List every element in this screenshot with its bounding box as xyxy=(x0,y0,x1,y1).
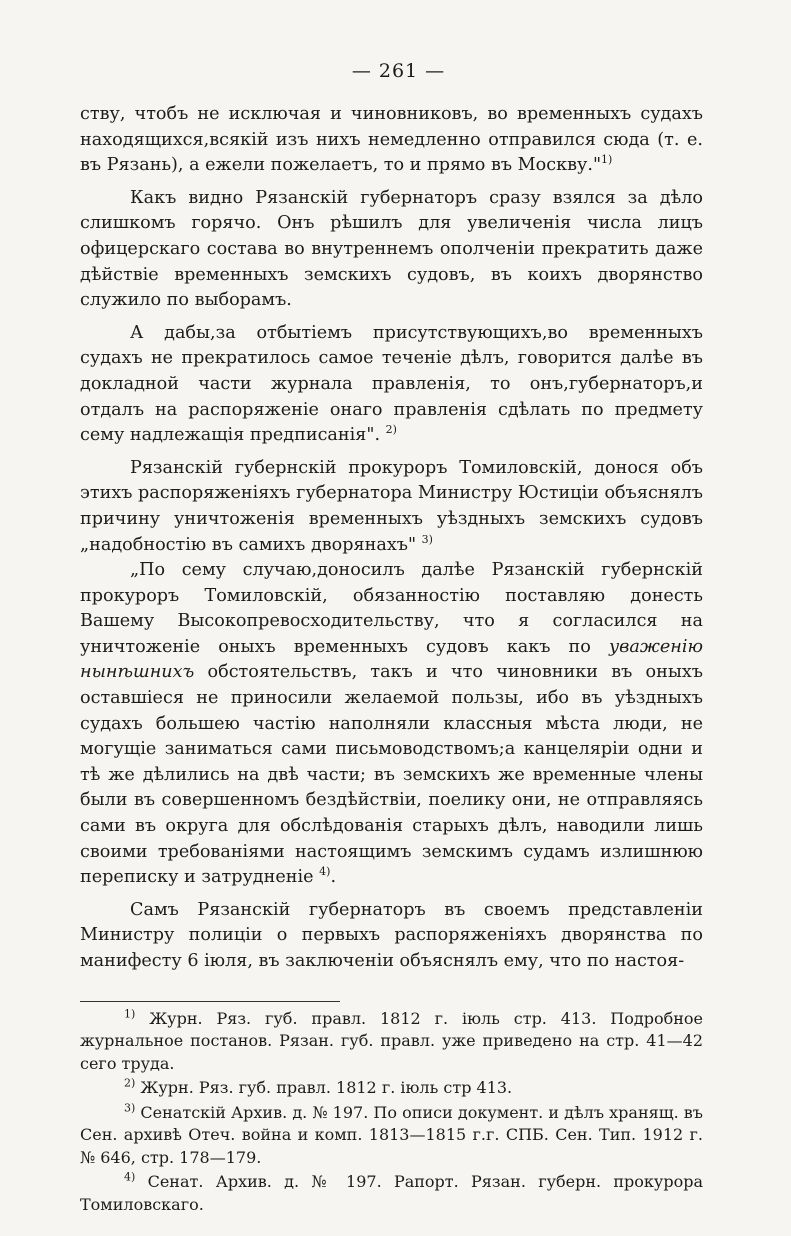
paragraph-3-text: А дабы,за отбытіемъ присутствующихъ,во временныхъ судахъ не прекратилось самое теченіе дѣлъ, говорится далѣе въ докладной части журнала правленія, то онъ,губернаторъ,и отдалъ на распоряженіе онаго правленія сдѣлать по предмету сему надлежащія предписанія". xyxy=(80,322,703,446)
paragraph-6: Самъ Рязанскій губернаторъ въ своемъ представленіи Министру полиціи о первыхъ распоряженіяхъ дворянства по манифесту 6 іюля, въ заключеніи объяснялъ ему, что по настоя- xyxy=(80,899,703,971)
footnote-3 xyxy=(80,1102,703,1170)
paragraph-5: „По сему случаю,доносилъ далѣе Рязанскій губернскій прокуроръ Томиловскій, обязанностію поставляю донесть Вашему Высокопревосходительству, что я согласился на уничтоженіе оныхъ временныхъ судовъ какъ по уваженію нынѣшнихъ обстоятельствъ, такъ и что чиновники въ оныхъ оставшіеся не приносили желаемой пользы, ибо въ уѣздныхъ судахъ большею частію наполняли классныя мѣста люди, не могущіе заниматься сами письмоводствомъ;а канцеляріи одни и тѣ же дѣлились на двѣ части; въ земскихъ же временные члены были въ совершенномъ бездѣйствіи, поелику они, не отправляясь сами въ округа для обслѣдованія старыхъ дѣлъ, наводили лишь своими требованіями настоящимъ земскимъ судамъ излишнюю переписку и затрудненіе $^{4)}$. xyxy=(80,560,704,888)
footnote-3-text: Сенатскій Архив. д. № 197. По описи документ. и дѣлъ хранящ. въ Сен. архивѣ Отеч. война и комп. 1813—1815 г.г. СПБ. Сен. Тип. 1912 г. № 646, стр. 178—179. xyxy=(80,1102,703,1167)
paragraph-5-continued: обстоятельствъ, такъ и что чиновники въ оныхъ оставшіеся не приносили желаемой пользы, ибо въ уѣздныхъ судахъ большею частію наполняли классныя мѣста люди, не могущіе заниматься сами письмоводствомъ;а канцеляріи одни и тѣ же дѣлились на двѣ части; въ земскихъ же временные члены были въ совершенномъ бездѣйствіи, поелику они, не отправляясь сами въ округа для обслѣдованія старыхъ дѣлъ, наводили лишь своими требованіями настоящимъ земскимъ судамъ излишнюю переписку и затрудненіе xyxy=(80,662,703,888)
footnote-4 xyxy=(80,1171,703,1216)
footnote-2-text: Журн. Ряз. губ. правл. 1812 г. іюль стр 413. xyxy=(140,1078,513,1098)
footnote-4-text: Сенат. Архив. д. № 197. Рапорт. Рязан. губерн. прокурора Томиловскаго. xyxy=(80,1172,703,1214)
italic-phrase: уваженію нынѣшнихъ xyxy=(80,636,704,683)
page-number: — 261 — xyxy=(351,60,446,82)
note-ref-3: 3) xyxy=(421,532,433,546)
footnote-3-mark: 3) xyxy=(124,1101,136,1115)
footnote-1 xyxy=(80,1008,703,1076)
paragraph-3 xyxy=(80,321,703,449)
paragraph-2: Какъ видно Рязанскій губернаторъ сразу взялся за дѣло слишкомъ горячо. Онъ рѣшилъ для увеличенія числа лицъ офицерскаго состава во внутреннемъ ополченіи прекратить даже дѣйствіе временныхъ земскихъ судовъ, въ коихъ дворянство служило по выборамъ. xyxy=(80,187,703,311)
paragraph-4 xyxy=(80,456,703,558)
footnotes xyxy=(80,1008,703,1217)
paragraph-4-text: Рязанскій губернскій прокуроръ Томиловскій, донося объ этихъ распоряженіяхъ губернатора Министру Юстиціи объяснялъ причину уничтоженія временныхъ уѣздныхъ земскихъ судовъ „надобностію въ самихъ дворянахъ" xyxy=(80,457,703,555)
paragraph-5-text: „По сему случаю,доносилъ далѣе Рязанскій губернскій прокуроръ Томиловскій, обязанностію поставляю донесть Вашему Высокопревосходительству, что я согласился на уничтоженіе оныхъ временныхъ судовъ какъ по xyxy=(80,560,703,657)
footnote-divider xyxy=(80,1001,340,1002)
paragraph-1-text: ству, чтобъ не исключая и чиновниковъ, во временныхъ судахъ находящихся,всякій изъ нихъ немедленно отправился сюда (т. е. въ Рязань), а ежели пожелаетъ, то и прямо въ Москву." xyxy=(80,104,703,176)
note-ref-2: 2) xyxy=(385,423,397,437)
footnote-1-text: Журн. Ряз. губ. правл. 1812 г. іюль стр. 413. Подробное журнальное постанов. Рязан. губ. правл. уже приведено на стр. 41—42 сего труда. xyxy=(80,1008,703,1073)
note-ref-4: 4) xyxy=(319,865,331,879)
paragraph-1 xyxy=(80,102,703,179)
footnote-2 xyxy=(80,1077,703,1100)
footnote-2-mark: 2) xyxy=(124,1076,136,1090)
note-ref-1: 1) xyxy=(601,153,613,167)
footnote-1-mark: 1) xyxy=(124,1007,136,1021)
footnote-4-mark: 4) xyxy=(124,1170,136,1184)
body-text xyxy=(80,102,703,975)
